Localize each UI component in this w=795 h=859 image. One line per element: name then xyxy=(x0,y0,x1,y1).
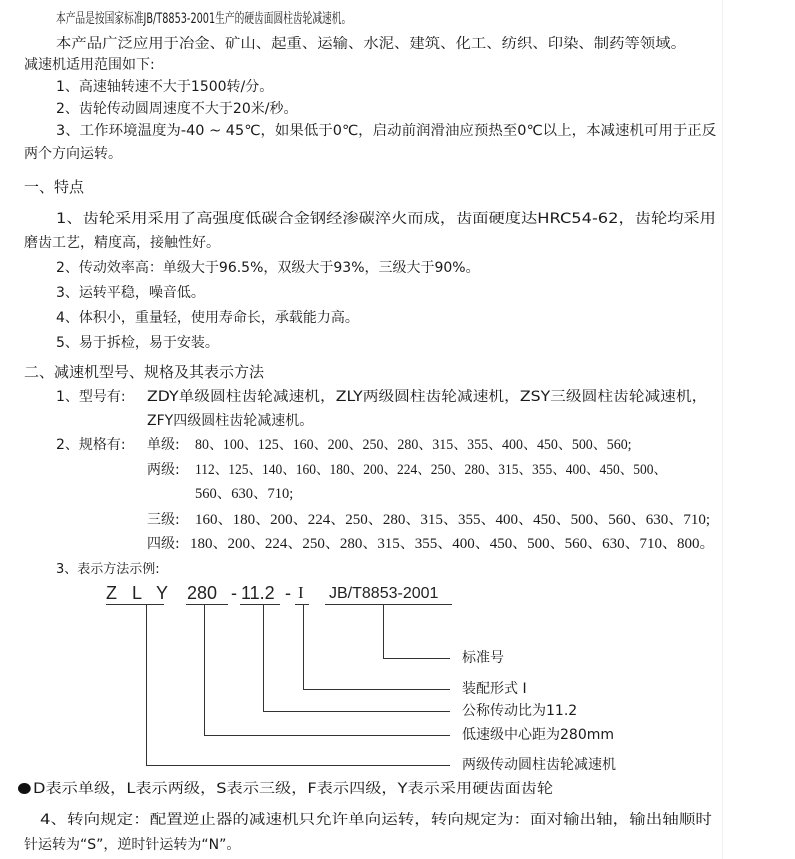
spec-values-2-cont: 560、630、710; xyxy=(195,486,294,502)
spec-values-4: 180、200、224、250、280、315、355、400、450、500、560、630、710、800。 xyxy=(190,536,715,552)
spec-stage-4: 四级: xyxy=(147,536,180,552)
scope-item-2: 2、齿轮传动圆周速度不大于20米/秒。 xyxy=(56,101,298,117)
label-series: 两级传动圆柱齿轮减速机 xyxy=(462,757,616,773)
section-1-title: 一、特点 xyxy=(24,178,85,196)
connector-series-v xyxy=(146,604,147,765)
spec-stage-1: 单级: xyxy=(147,437,180,453)
spec-stage-3: 三级: xyxy=(147,512,180,528)
connector-assembly-v xyxy=(303,604,304,689)
scope-item-3-cont: 两个方向运转。 xyxy=(24,146,122,162)
specs-label: 2、规格有: xyxy=(56,437,126,453)
feature-item-4: 4、体积小，重量轻，使用寿命长，承载能力高。 xyxy=(56,310,359,326)
models-line-1: ZDY单级圆柱齿轮减速机，ZLY两级圆柱齿轮减速机，ZSY三级圆柱齿轮减速机， xyxy=(147,389,708,405)
spec-values-2: 112、125、140、160、180、200、224、250、280、315、355、400、450、500、 xyxy=(195,462,667,478)
intro-line-2: 本产品广泛应用于冶金、矿山、起重、运输、水泥、建筑、化工、纺织、印染、制药等领域。 xyxy=(56,36,686,52)
connector-center-distance-h xyxy=(204,735,450,736)
spec-stage-2: 两级: xyxy=(147,462,180,478)
connector-standard-v xyxy=(383,604,384,658)
code-underline-ratio xyxy=(240,604,280,605)
intro-line-1: 本产品是按国家标准JB/T8853-2001生产的硬齿面圆柱齿轮减速机。 xyxy=(56,11,352,27)
feature-item-1-cont: 磨齿工艺，精度高，接触性好。 xyxy=(24,235,220,251)
connector-ratio-v xyxy=(263,604,264,711)
models-label: 1、型号有: xyxy=(56,389,126,405)
code-underline-center-distance xyxy=(186,604,228,605)
label-center-distance: 低速级中心距为280mm xyxy=(462,727,614,743)
models-line-2: ZFY四级圆柱齿轮减速机。 xyxy=(147,413,314,429)
connector-assembly-h xyxy=(303,689,450,690)
label-standard: 标准号 xyxy=(462,650,504,666)
legend-note xyxy=(18,780,553,798)
label-assembly: 装配形式 I xyxy=(462,681,527,697)
code-dash-1: - xyxy=(231,583,237,603)
code-underline-assembly xyxy=(295,604,309,605)
code-part-ratio: 11.2 xyxy=(241,583,275,603)
section-2-title: 二、减速机型号、规格及其表示方法 xyxy=(24,363,265,381)
code-dash-2: - xyxy=(285,583,291,603)
legend-note-text: D表示单级，L表示两级，S表示三级，F表示四级，Y表示采用硬齿面齿轮 xyxy=(33,781,554,797)
code-part-standard: JB/T8853-2001 xyxy=(329,585,439,602)
code-underline-series xyxy=(106,604,164,605)
connector-center-distance-v xyxy=(204,604,205,735)
connector-ratio-h xyxy=(263,711,450,712)
scope-item-3: 3、工作环境温度为-40 ~ 45℃，如果低于0℃，启动前润滑油应预热至0℃以上，本减速机可用于正反 xyxy=(56,123,717,139)
bullet-icon xyxy=(18,783,31,794)
code-part-assembly: I xyxy=(298,583,304,602)
connector-series-h xyxy=(146,765,450,766)
feature-item-3: 3、运转平稳，噪音低。 xyxy=(56,285,205,301)
code-underline-standard xyxy=(325,604,452,605)
label-ratio: 公称传动比为11.2 xyxy=(462,703,578,719)
feature-item-2: 2、传动效率高：单级大于96.5%，双级大于93%，三级大于90%。 xyxy=(56,260,480,276)
scan-edge xyxy=(722,0,723,859)
spec-values-1: 80、100、125、160、200、250、280、315、355、400、450、500、560; xyxy=(195,437,632,453)
example-label: 3、表示方法示例: xyxy=(56,562,160,577)
feature-item-5: 5、易于拆检，易于安装。 xyxy=(56,335,219,351)
scope-title: 减速机适用范围如下: xyxy=(24,57,155,73)
scope-item-1: 1、高速轴转速不大于1500转/分。 xyxy=(56,79,274,95)
connector-standard-h xyxy=(383,658,450,659)
code-part-center-distance: 280 xyxy=(187,583,218,603)
feature-item-1: 1、齿轮采用采用了高强度低碳合金钢经渗碳淬火而成，齿面硬度达HRC54-62，齿轮均采用 xyxy=(56,211,716,227)
spec-values-3: 160、180、200、224、250、280、315、355、400、450、500、560、630、710; xyxy=(195,512,711,528)
code-part-series: Z L Y xyxy=(106,583,174,603)
rotation-line-2: 针运转为“S”，逆时针运转为“N”。 xyxy=(24,837,241,853)
rotation-line-1: 4、转向规定：配置逆止器的减速机只允许单向运转，转向规定为：面对输出轴，输出轴顺时 xyxy=(40,812,712,828)
